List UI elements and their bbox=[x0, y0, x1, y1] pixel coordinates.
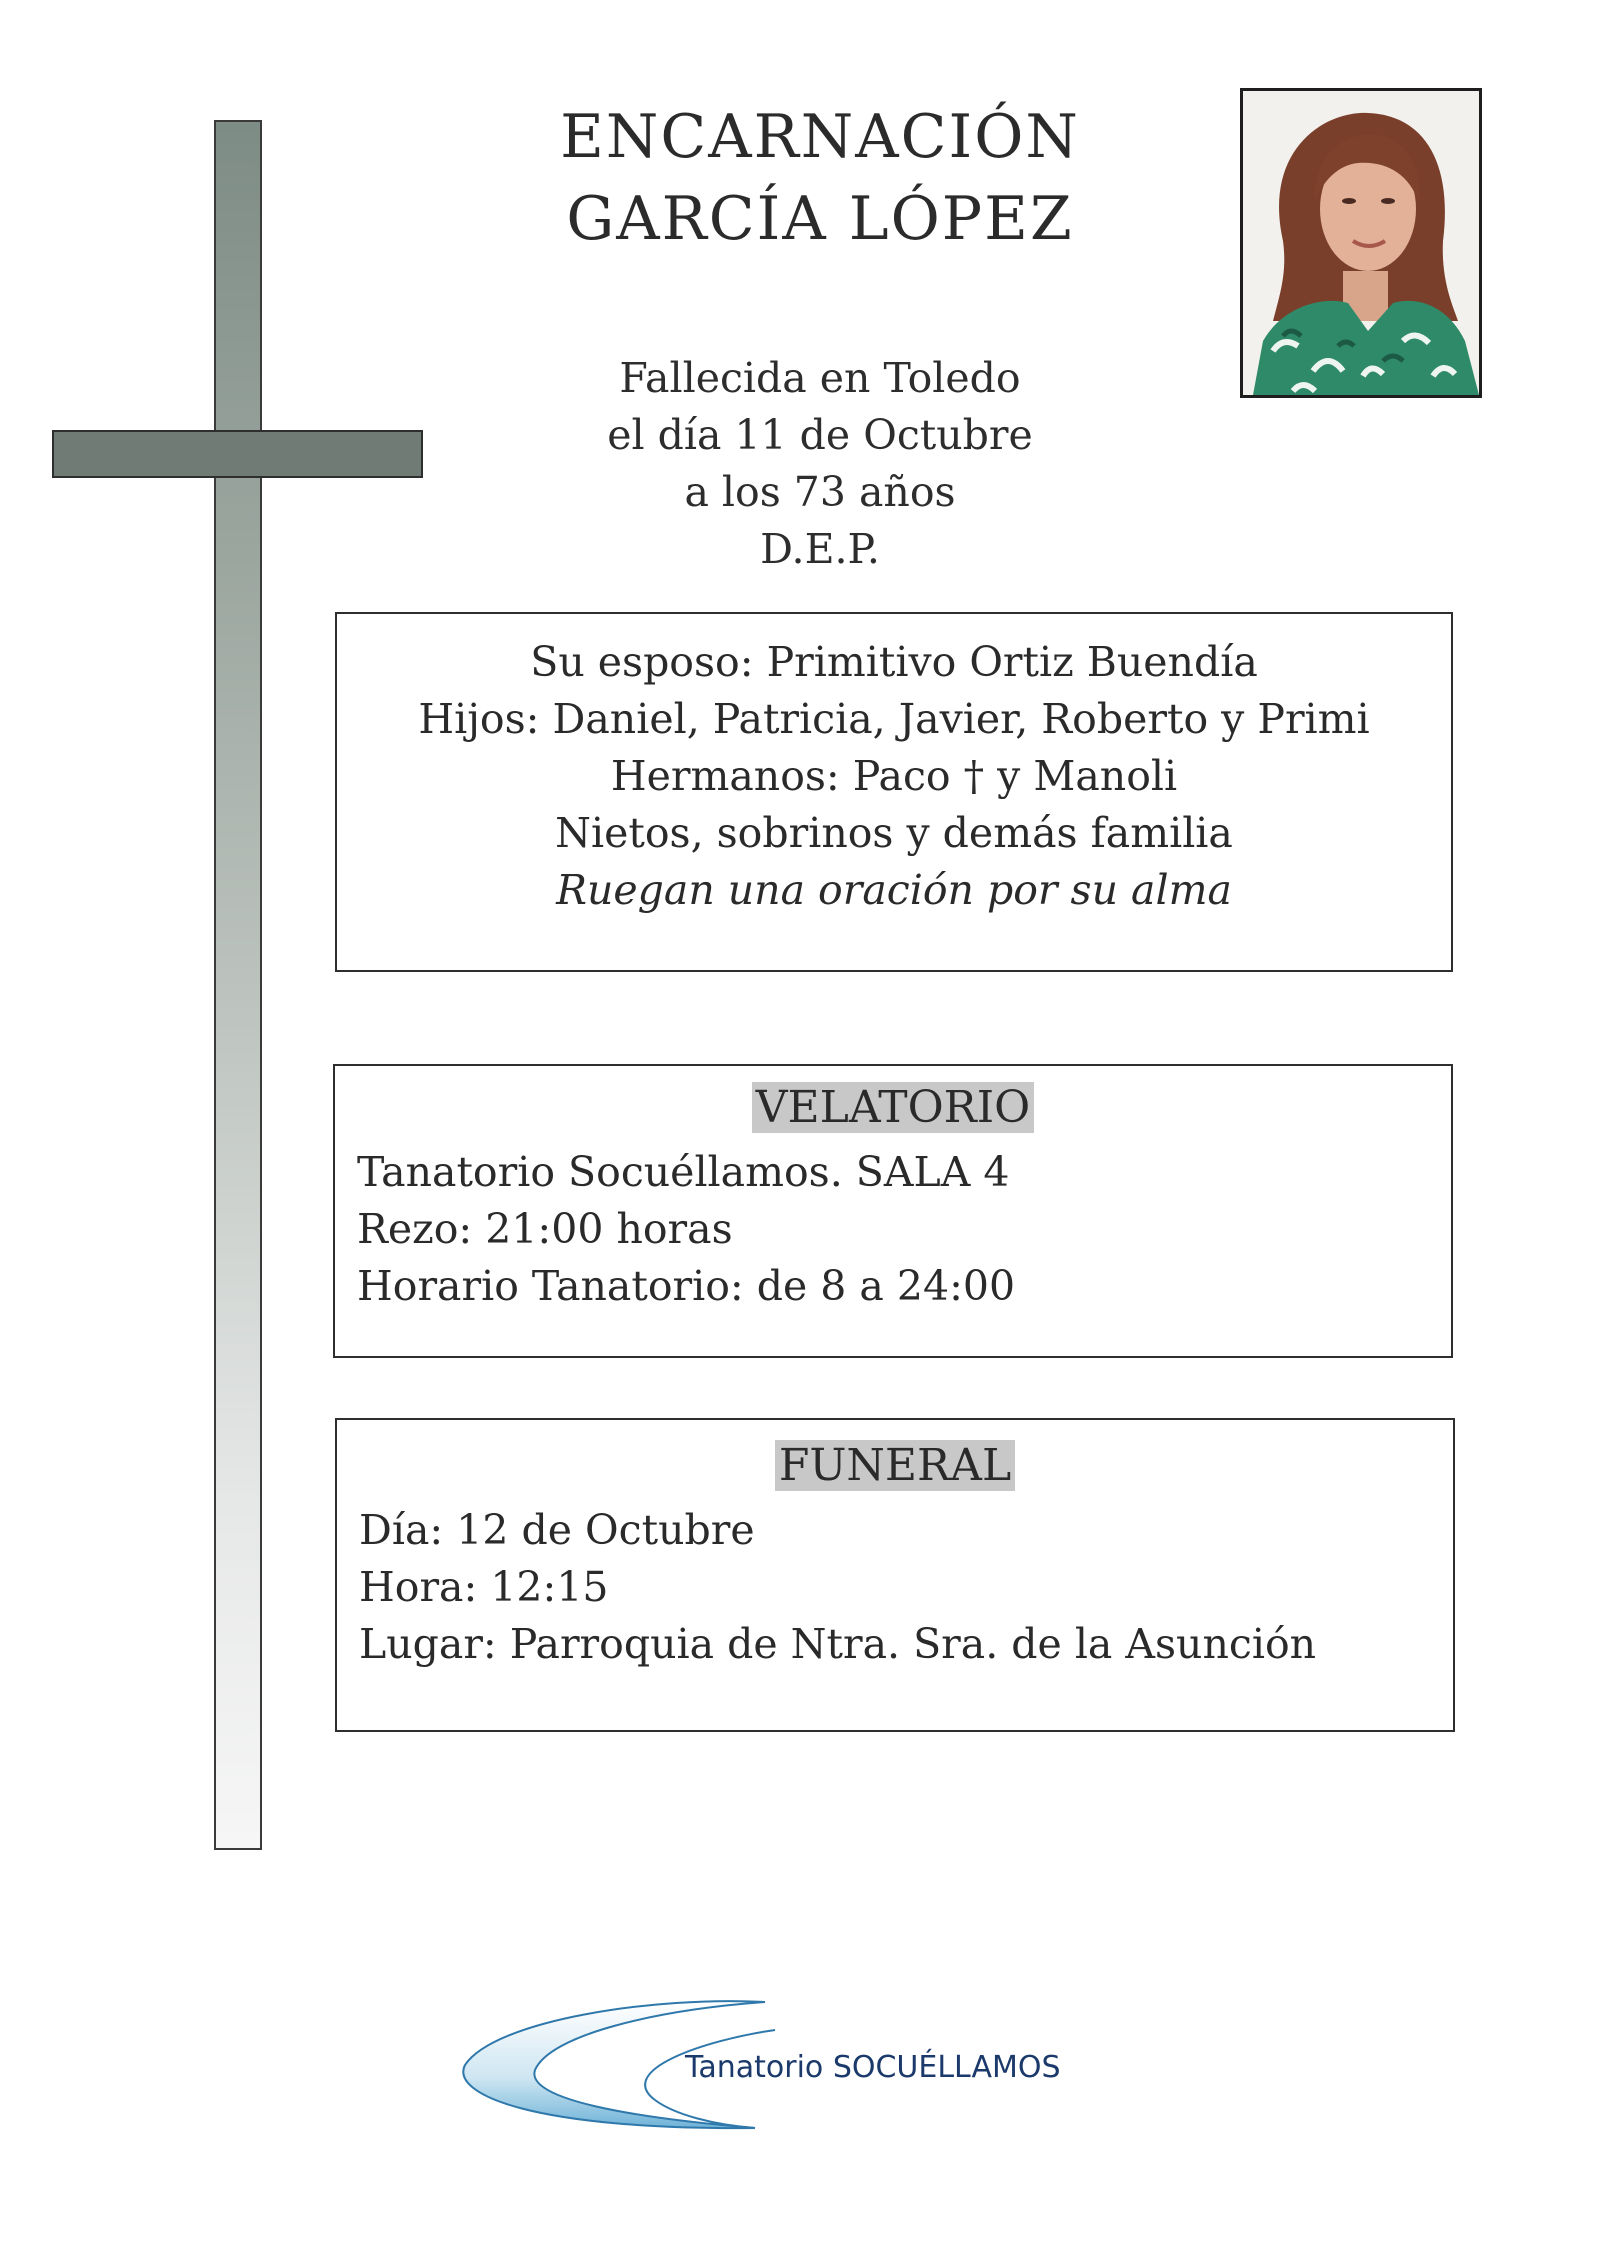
name-line-2: GARCÍA LÓPEZ bbox=[566, 184, 1074, 254]
relatives-line: Nietos, sobrinos y demás familia bbox=[555, 809, 1233, 857]
cross-horizontal-beam bbox=[52, 430, 423, 478]
death-info bbox=[520, 350, 1120, 578]
funeral-time: Hora: 12:15 bbox=[359, 1563, 609, 1611]
portrait-photo bbox=[1240, 88, 1482, 398]
velatorio-box bbox=[333, 1064, 1453, 1358]
funeral-place: Lugar: Parroquia de Ntra. Sra. de la Asunción bbox=[359, 1620, 1317, 1668]
funeral-home-logo bbox=[455, 1990, 1155, 2140]
prayer-request: Ruegan una oración por su alma bbox=[556, 866, 1232, 914]
rip-text: D.E.P. bbox=[760, 525, 880, 573]
name-line-1: ENCARNACIÓN bbox=[560, 102, 1080, 172]
funeral-heading: FUNERAL bbox=[775, 1440, 1015, 1491]
deceased-name bbox=[520, 96, 1120, 260]
velatorio-heading: VELATORIO bbox=[752, 1082, 1034, 1133]
portrait-image bbox=[1243, 91, 1479, 395]
velatorio-details bbox=[357, 1144, 1441, 1315]
funeral-day: Día: 12 de Octubre bbox=[359, 1506, 755, 1554]
death-age: a los 73 años bbox=[684, 468, 956, 516]
siblings-line: Hermanos: Paco † y Manoli bbox=[610, 752, 1178, 800]
spouse-line: Su esposo: Primitivo Ortiz Buendía bbox=[530, 638, 1258, 686]
cross-vertical-beam bbox=[214, 120, 262, 1850]
funeral-heading-wrap bbox=[337, 1438, 1453, 1494]
death-date: el día 11 de Octubre bbox=[607, 411, 1033, 459]
family-box bbox=[335, 612, 1453, 972]
children-line: Hijos: Daniel, Patricia, Javier, Roberto y Primi bbox=[418, 695, 1370, 743]
death-place: Fallecida en Toledo bbox=[619, 354, 1021, 402]
velatorio-heading-wrap bbox=[335, 1080, 1451, 1136]
funeral-details bbox=[359, 1502, 1443, 1673]
logo-text: Tanatorio SOCUÉLLAMOS bbox=[685, 2050, 1061, 2085]
velatorio-prayer-time: Rezo: 21:00 horas bbox=[357, 1205, 733, 1253]
velatorio-hours: Horario Tanatorio: de 8 a 24:00 bbox=[357, 1262, 1016, 1310]
velatorio-place: Tanatorio Socuéllamos. SALA 4 bbox=[357, 1148, 1010, 1196]
funeral-box bbox=[335, 1418, 1455, 1732]
